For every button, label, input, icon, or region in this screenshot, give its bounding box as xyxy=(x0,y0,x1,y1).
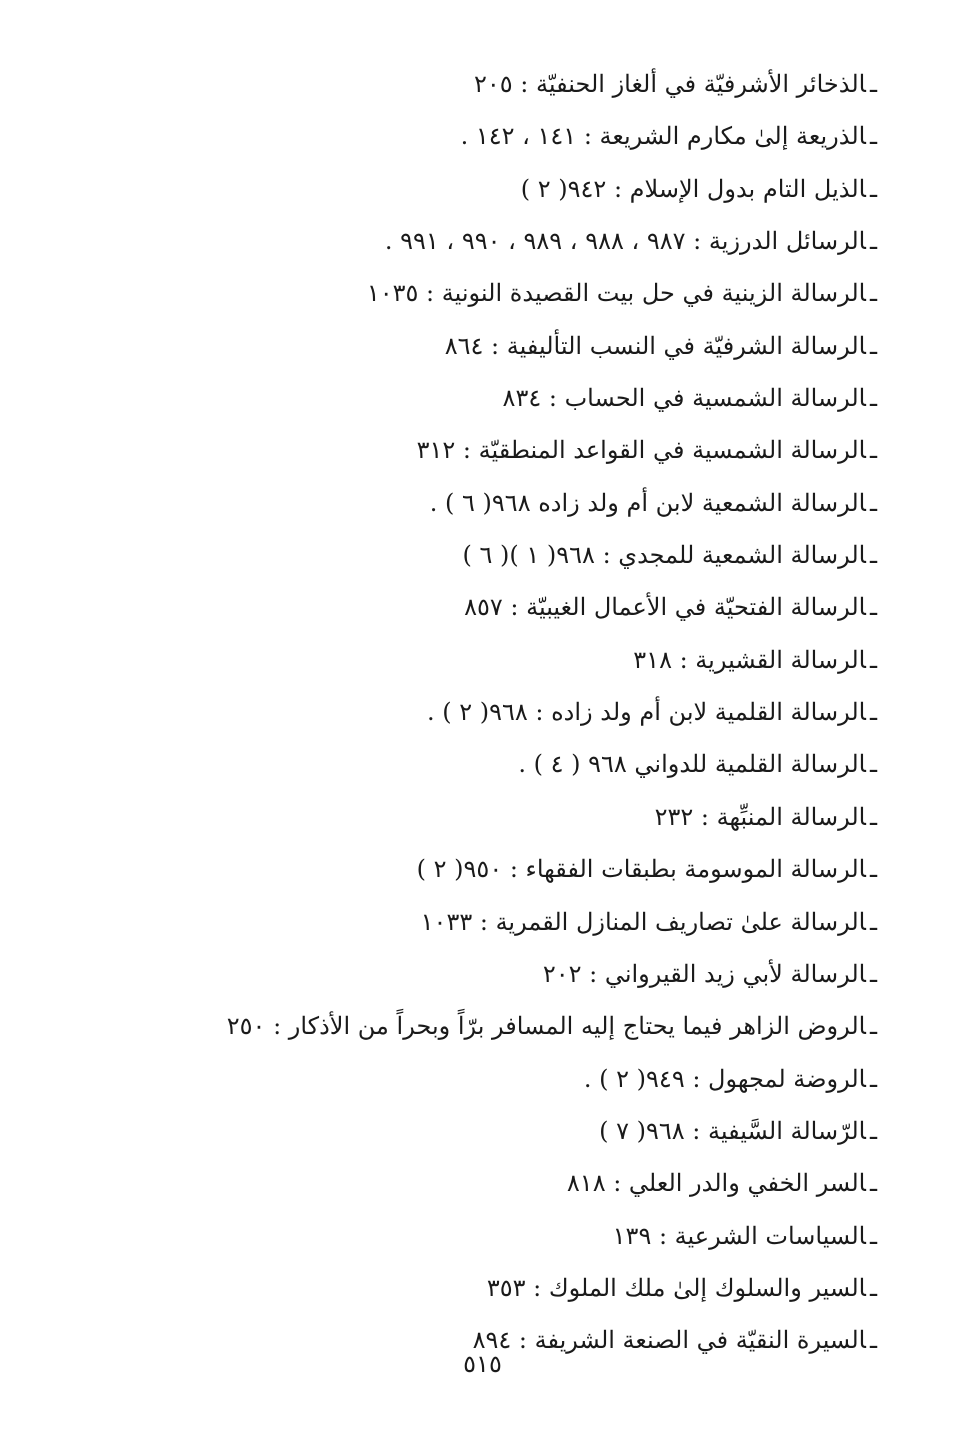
entry-dash: ـ xyxy=(869,174,877,203)
entry-dash: ـ xyxy=(869,1064,877,1093)
entry-dash: ـ xyxy=(869,384,877,413)
entry-text: الرسائل الدرزية : ٩٨٧ ، ٩٨٨ ، ٩٨٩ ، ٩٩٠ ، ٩٩١ . xyxy=(384,227,866,256)
entry-dash: ـ xyxy=(869,645,877,674)
index-entry xyxy=(177,1105,877,1157)
entry-dash: ـ xyxy=(869,855,877,884)
entry-text: الذخائر الأشرفيّة في ألغاز الحنفيّة : ٢٠٥ xyxy=(473,70,866,98)
entry-dash: ـ xyxy=(869,122,877,151)
entry-text: الروض الزاهر فيما يحتاج إليه المسافر برّاً وبحراً من الأذكار : ٢٥٠ xyxy=(226,1012,866,1041)
index-entry xyxy=(177,1262,877,1314)
entry-dash: ـ xyxy=(869,1116,877,1145)
entry-dash: ـ xyxy=(869,436,877,465)
entry-text: السياسات الشرعية : ١٣٩ xyxy=(612,1221,866,1250)
entry-dash: ـ xyxy=(869,1169,877,1198)
entry-text: الذيل التام بدول الإسلام : ٩٤٢( ٢ ) xyxy=(520,174,866,203)
entry-dash: ـ xyxy=(869,331,877,360)
index-entry xyxy=(177,738,877,790)
entry-text: الرسالة لأبي زيد القيرواني : ٢٠٢ xyxy=(542,959,866,988)
index-entry xyxy=(177,686,877,738)
entry-text: الرسالة الشمعية لابن أم ولد زاده ٩٦٨( ٦ ) . xyxy=(429,488,866,517)
index-entry xyxy=(177,477,877,529)
entry-text: الروضة لمجهول : ٩٤٩( ٢ ) . xyxy=(583,1064,866,1093)
entry-dash: ـ xyxy=(869,698,877,727)
index-entry xyxy=(177,267,877,319)
index-entry xyxy=(177,1210,877,1262)
entry-text: السير والسلوك إلىٰ ملك الملوك : ٣٥٣ xyxy=(486,1273,866,1302)
entry-text: السيرة النقيّة في الصنعة الشريفة : ٨٩٤ xyxy=(472,1326,866,1355)
index-entry xyxy=(177,896,877,948)
entry-text: الرسالة علىٰ تصاريف المنازل القمرية : ١٠٣٣ xyxy=(420,907,866,936)
index-entry xyxy=(177,372,877,424)
entry-dash: ـ xyxy=(869,1273,877,1302)
entry-text: الرسالة القلمية لابن أم ولد زاده : ٩٦٨( ٢ ) . xyxy=(426,698,866,727)
entry-dash: ـ xyxy=(869,1012,877,1041)
entry-dash: ـ xyxy=(869,959,877,988)
entry-dash: ـ xyxy=(869,488,877,517)
entry-text: الرسالة الشرفيّة في النسب التأليفية : ٨٦٤ xyxy=(444,331,866,360)
index-entry xyxy=(177,320,877,372)
index-entry xyxy=(177,529,877,581)
page-number: ٥١٥ xyxy=(463,1350,502,1378)
entry-dash: ـ xyxy=(869,279,877,308)
index-entry xyxy=(177,163,877,215)
index-entry xyxy=(177,58,877,110)
entry-dash: ـ xyxy=(869,802,877,831)
entry-text: الرسالة القلمية للدواني ٩٦٨ ( ٤ ) . xyxy=(518,750,866,779)
entry-text: الرسالة القشيرية : ٣١٨ xyxy=(633,645,866,674)
index-entry xyxy=(177,843,877,895)
entry-text: الرسالة الشمسية في الحساب : ٨٣٤ xyxy=(502,384,866,413)
entry-text: الرّسالة السَّيفية : ٩٦٨( ٧ ) xyxy=(599,1116,866,1145)
index-entry xyxy=(177,1000,877,1052)
index-entry xyxy=(177,581,877,633)
index-entry xyxy=(177,634,877,686)
entry-dash: ـ xyxy=(869,1221,877,1250)
entry-dash: ـ xyxy=(869,541,877,570)
entry-text: الرسالة الموسومة بطبقات الفقهاء : ٩٥٠( ٢ ) xyxy=(416,855,866,884)
entry-text: الرسالة الشمعية للمجدي : ٩٦٨( ١ )( ٦ ) xyxy=(462,541,866,570)
entry-dash: ـ xyxy=(869,750,877,779)
index-list xyxy=(177,58,877,1367)
entry-dash: ـ xyxy=(869,907,877,936)
index-entry xyxy=(177,791,877,843)
entry-text: السر الخفي والدر العلي : ٨١٨ xyxy=(566,1169,866,1198)
entry-dash: ـ xyxy=(869,593,877,622)
entry-dash: ـ xyxy=(869,1326,877,1355)
index-entry xyxy=(177,1053,877,1105)
entry-dash: ـ xyxy=(869,70,877,98)
index-entry xyxy=(177,948,877,1000)
index-entry xyxy=(177,424,877,476)
index-entry xyxy=(177,1157,877,1209)
entry-text: الرسالة الزينية في حل بيت القصيدة النونية : ١٠٣٥ xyxy=(366,279,866,308)
entry-dash: ـ xyxy=(869,227,877,256)
index-entry xyxy=(177,215,877,267)
entry-text: الرسالة المنبِّهة : ٢٣٢ xyxy=(654,802,866,831)
entry-text: الرسالة الشمسية في القواعد المنطقيّة : ٣١٢ xyxy=(416,436,866,465)
entry-text: الرسالة الفتحيّة في الأعمال الغيبيّة : ٨٥٧ xyxy=(464,593,866,622)
index-entry xyxy=(177,110,877,162)
entry-text: الذريعة إلىٰ مكارم الشريعة : ١٤١ ، ١٤٢ . xyxy=(460,122,866,151)
